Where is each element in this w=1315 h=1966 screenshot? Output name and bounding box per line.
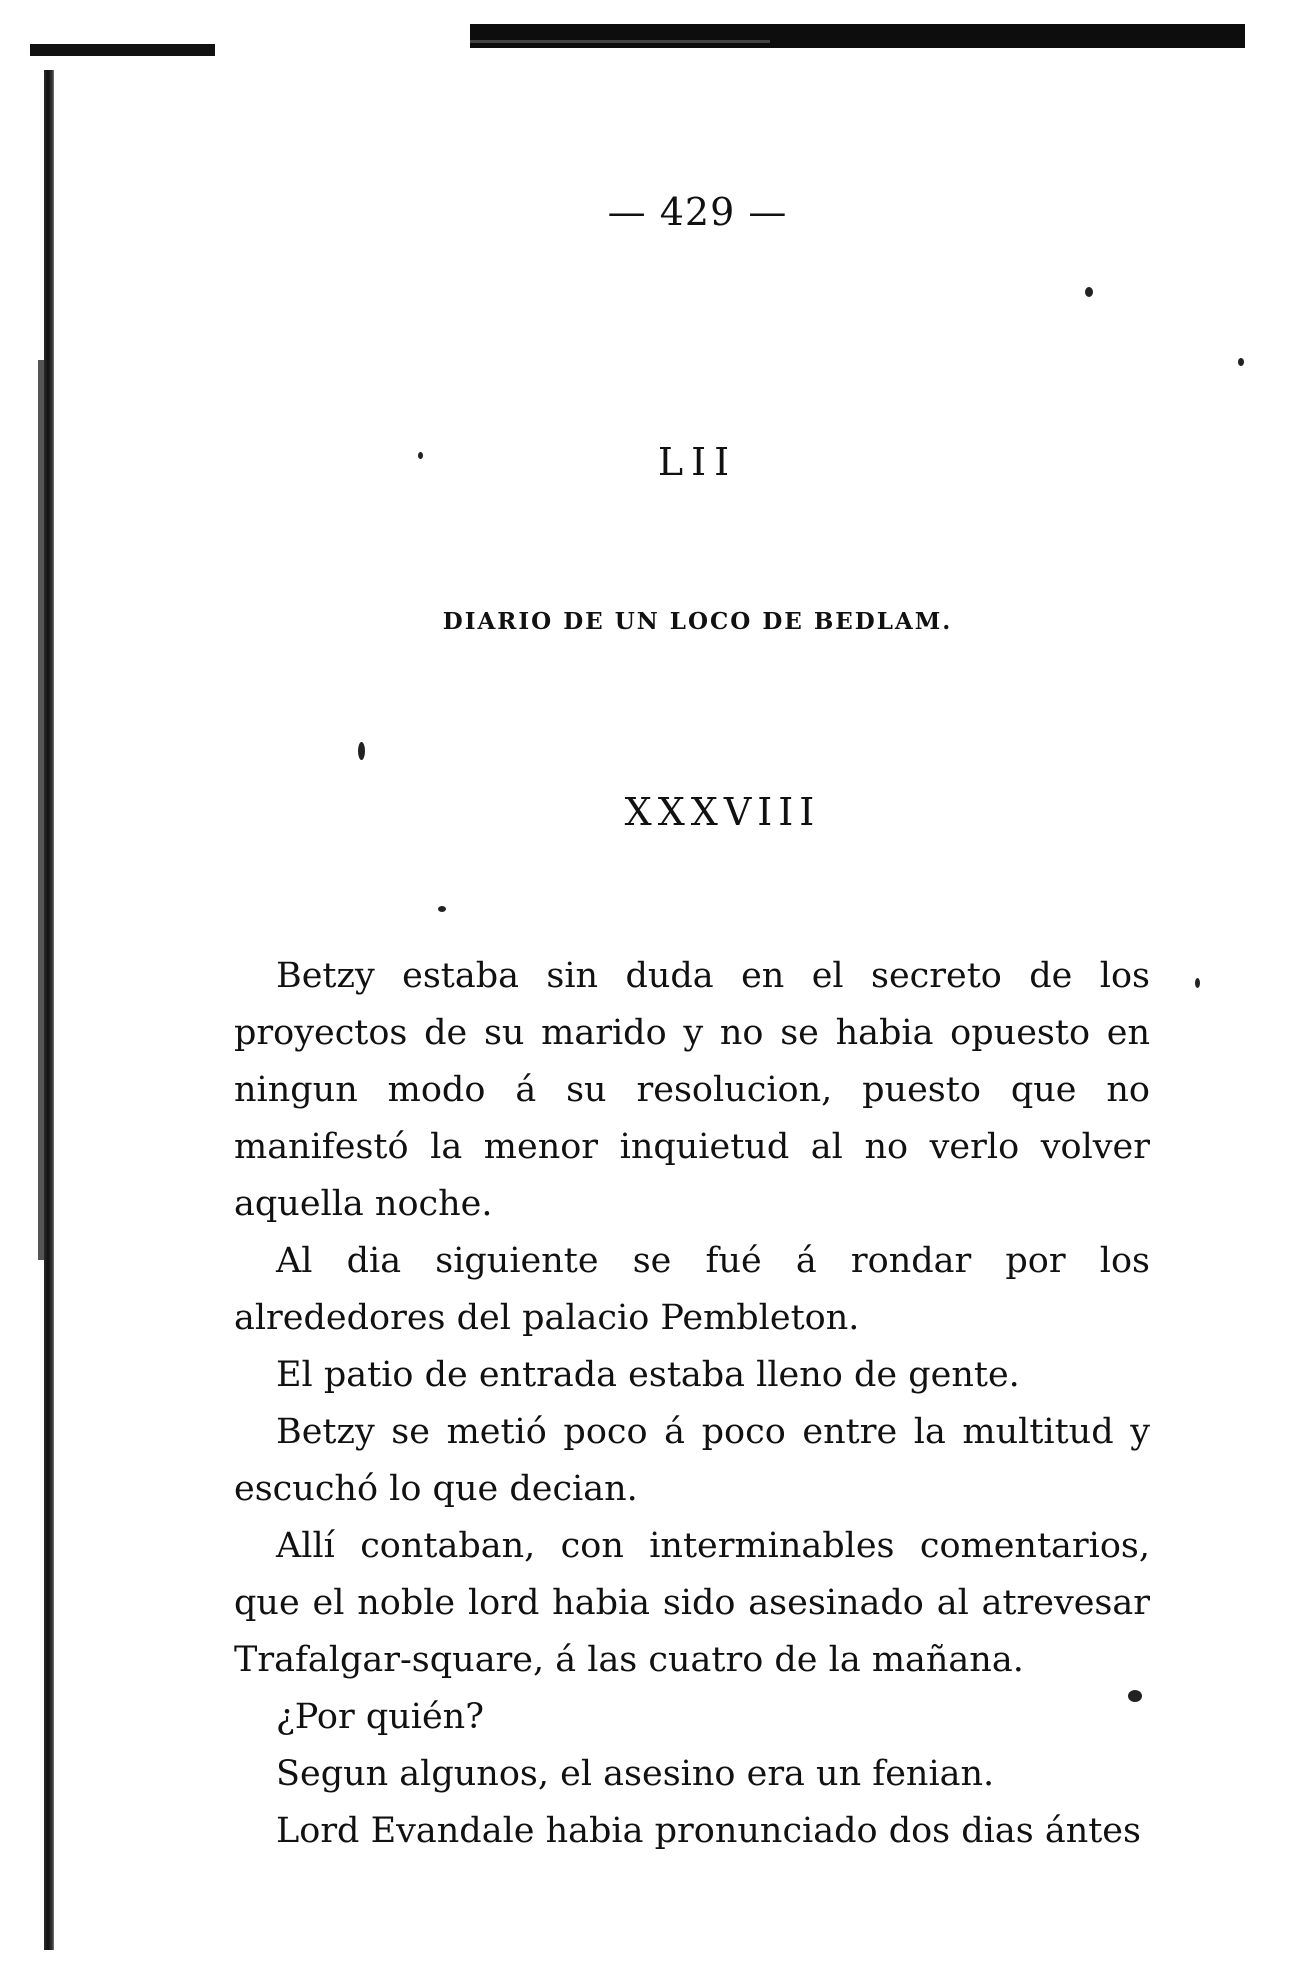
chapter-subtitle: DIARIO DE UN LOCO DE BEDLAM.: [442, 608, 953, 635]
section-heading: XXXVIII: [624, 790, 821, 834]
scan-border-left: [44, 70, 54, 1950]
body-text: [234, 948, 1150, 1860]
scan-speck: [438, 906, 446, 912]
scan-border-top-thin: [470, 40, 770, 43]
paragraph: Lord Evandale habia pronunciado dos dias ántes: [276, 1811, 1141, 1851]
paragraph: ¿Por quién?: [276, 1697, 484, 1737]
paragraph: Al dia siguiente se fué á rondar por los alrededores del palacio Pembleton.: [234, 1241, 1150, 1338]
scan-speck: [1238, 358, 1244, 366]
paragraph: El patio de entrada estaba lleno de gente.: [276, 1355, 1020, 1395]
chapter-heading: LII: [657, 440, 738, 484]
page-number: — 429 —: [607, 190, 788, 234]
paragraph: Allí contaban, con interminables comentarios, que el noble lord habia sido asesinado al atrevesar Trafalgar-square, á las cuatro de la mañana.: [234, 1526, 1150, 1680]
paragraph: Betzy se metió poco á poco entre la multitud y escuchó lo que decian.: [234, 1412, 1150, 1509]
scan-speck: [1195, 978, 1200, 988]
scan-speck: [1085, 287, 1093, 297]
scan-border-top-right: [470, 24, 1245, 48]
scan-speck: [358, 742, 365, 760]
paragraph: Betzy estaba sin duda en el secreto de los proyectos de su marido y no se habia opuesto en ningun modo á su resolucion, puesto que no manifestó la menor inquietud al no verlo volver aquella noche.: [234, 956, 1150, 1224]
scan-border-top-left: [30, 44, 215, 56]
paragraph: Segun algunos, el asesino era un fenian.: [276, 1754, 995, 1794]
